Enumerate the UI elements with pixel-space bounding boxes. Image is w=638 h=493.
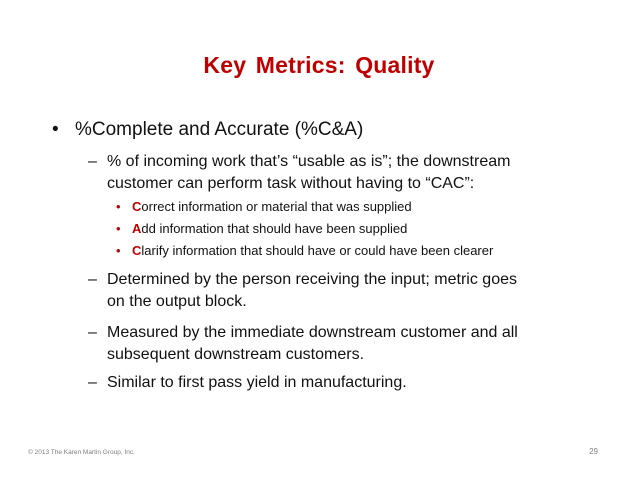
cac-text: dd information that should have been supplied <box>141 221 408 236</box>
sub-bullet-line: on the output block. <box>107 293 247 310</box>
cac-marker: • <box>116 199 121 214</box>
cac-letter: C <box>132 199 142 214</box>
main-bullet-text: %Complete and Accurate (%C&A) <box>75 119 364 140</box>
cac-letter: C <box>132 243 142 258</box>
sub-bullet-line: customer can perform task without having to “CAC”: <box>107 175 475 192</box>
dash-marker: – <box>88 374 97 391</box>
cac-text: orrect information or material that was supplied <box>141 199 412 214</box>
bullet-marker: • <box>52 119 59 140</box>
cac-text: larify information that should have or could have been clearer <box>141 243 494 258</box>
sub-bullet-line: % of incoming work that’s “usable as is”; the downstream <box>107 153 511 170</box>
cac-marker: • <box>116 221 121 236</box>
sub-bullet-line: Similar to first pass yield in manufacturing. <box>107 374 407 391</box>
sub-bullet-line: Measured by the immediate downstream customer and all <box>107 324 518 341</box>
sub-bullet-line: Determined by the person receiving the input; metric goes <box>107 271 517 288</box>
cac-letter: A <box>132 221 142 236</box>
cac-marker: • <box>116 243 121 258</box>
copyright-footer: © 2013 The Karen Martin Group, Inc. <box>28 449 135 456</box>
dash-marker: – <box>88 324 97 341</box>
dash-marker: – <box>88 153 97 170</box>
page-number: 29 <box>589 447 598 456</box>
dash-marker: – <box>88 271 97 288</box>
slide-title: Key Metrics: Quality <box>203 52 435 78</box>
sub-bullet-line: subsequent downstream customers. <box>107 346 365 363</box>
